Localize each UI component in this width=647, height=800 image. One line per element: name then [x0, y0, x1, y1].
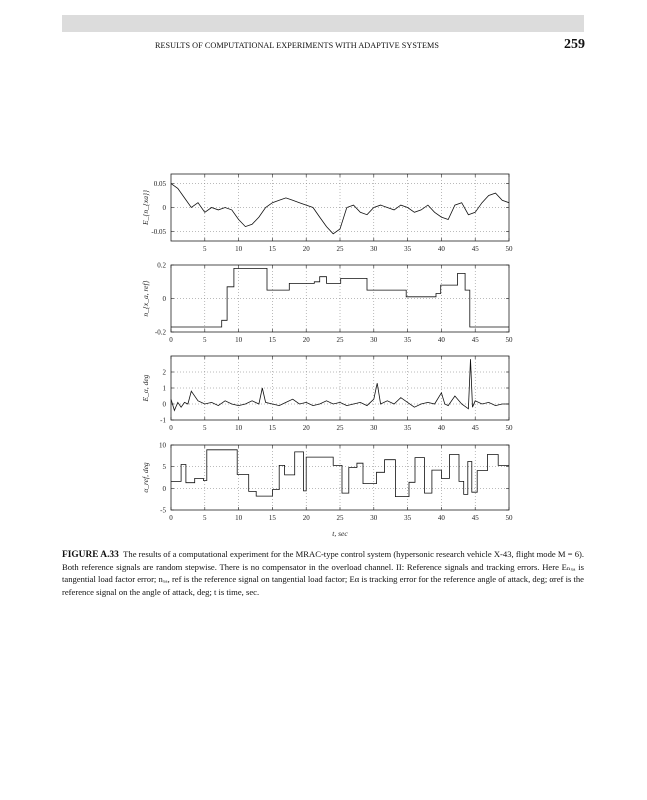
x-tick-label: 45 — [471, 336, 479, 344]
x-tick-label: 5 — [203, 424, 207, 432]
y-tick-label: 1 — [162, 384, 166, 393]
y-axis-label: E_{n_{xa}} — [141, 190, 150, 225]
y-tick-label: -1 — [160, 416, 166, 425]
y-axis-label: n_{x_a, ref} — [141, 280, 150, 317]
figure-caption-text: The results of a computational experiment for the MRAC-type control system (hypersonic research vehicle X-43, flight mode M = 6). Both reference signals are random stepwise. There is no compensator in the overload channel. II: Reference signals and tracking errors. Here Eₙₓₐ is tangential load factor error; nₓₐ, ref is the reference signal on tangential load factor; Eα is tracking error for the reference angle of attack, deg; αref is the reference signal on the angle of attack, deg; t is time, sec. — [62, 549, 585, 597]
x-tick-label: 30 — [370, 245, 378, 253]
x-tick-label: 40 — [437, 424, 445, 432]
x-tick-label: 10 — [235, 514, 243, 522]
figure-label: FIGURE A.33 — [62, 550, 119, 560]
y-axis-label: α_ref, deg — [141, 462, 150, 493]
x-tick-label: 35 — [404, 245, 412, 253]
x-tick-label: 15 — [268, 514, 276, 522]
x-tick-label: 35 — [404, 336, 412, 344]
x-tick-label: 40 — [437, 336, 445, 344]
y-tick-label: -0.05 — [151, 227, 166, 236]
x-tick-label: 5 — [203, 336, 207, 344]
x-tick-label: 30 — [370, 514, 378, 522]
x-tick-label: 50 — [505, 424, 513, 432]
series-line-4 — [171, 450, 509, 497]
x-tick-label: 15 — [268, 424, 276, 432]
x-tick-label: 10 — [235, 245, 243, 253]
y-tick-label: 10 — [159, 441, 166, 450]
x-tick-label: 0 — [169, 514, 173, 522]
y-tick-label: 5 — [162, 463, 166, 472]
running-head: RESULTS OF COMPUTATIONAL EXPERIMENTS WITH ADAPTIVE SYSTEMS — [155, 41, 439, 50]
figure-caption — [62, 548, 584, 598]
x-tick-label: 35 — [404, 424, 412, 432]
y-tick-label: 0.2 — [157, 261, 166, 270]
x-tick-label: 45 — [471, 424, 479, 432]
x-tick-label: 20 — [302, 336, 310, 344]
x-tick-label: 20 — [302, 514, 310, 522]
y-tick-label: 0 — [162, 400, 166, 409]
x-tick-label: 50 — [505, 245, 513, 253]
y-tick-label: 0 — [162, 295, 166, 303]
x-tick-label: 45 — [471, 514, 479, 522]
x-tick-label: 20 — [302, 245, 310, 253]
y-tick-label: 0.05 — [153, 180, 166, 189]
x-tick-label: 35 — [404, 514, 412, 522]
x-axis-label: t, sec — [332, 529, 348, 538]
page-number: 259 — [564, 37, 585, 52]
series-line-3 — [171, 359, 509, 410]
x-tick-label: 25 — [336, 424, 344, 432]
x-tick-label: 40 — [437, 514, 445, 522]
x-tick-label: 40 — [437, 245, 445, 253]
x-tick-label: 50 — [505, 336, 513, 344]
y-tick-label: 2 — [162, 368, 166, 377]
x-tick-label: 10 — [235, 336, 243, 344]
x-tick-label: 50 — [505, 514, 513, 522]
series-line-1 — [171, 184, 509, 234]
y-tick-label: 0 — [162, 204, 166, 212]
x-tick-label: 20 — [302, 424, 310, 432]
x-tick-label: 0 — [169, 424, 173, 432]
x-tick-label: 25 — [336, 245, 344, 253]
x-tick-label: 25 — [336, 336, 344, 344]
x-tick-label: 5 — [203, 245, 207, 253]
x-tick-label: 10 — [235, 424, 243, 432]
x-tick-label: 5 — [203, 514, 207, 522]
x-tick-label: 15 — [268, 336, 276, 344]
x-tick-label: 25 — [336, 514, 344, 522]
x-tick-label: 15 — [268, 245, 276, 253]
y-tick-label: 0 — [162, 484, 166, 493]
x-tick-label: 30 — [370, 336, 378, 344]
y-tick-label: -0.2 — [154, 328, 166, 337]
y-axis-label: E_α, deg — [141, 374, 150, 402]
x-tick-label: 0 — [169, 336, 173, 344]
x-tick-label: 45 — [471, 245, 479, 253]
y-tick-label: -5 — [160, 506, 166, 515]
x-tick-label: 30 — [370, 424, 378, 432]
